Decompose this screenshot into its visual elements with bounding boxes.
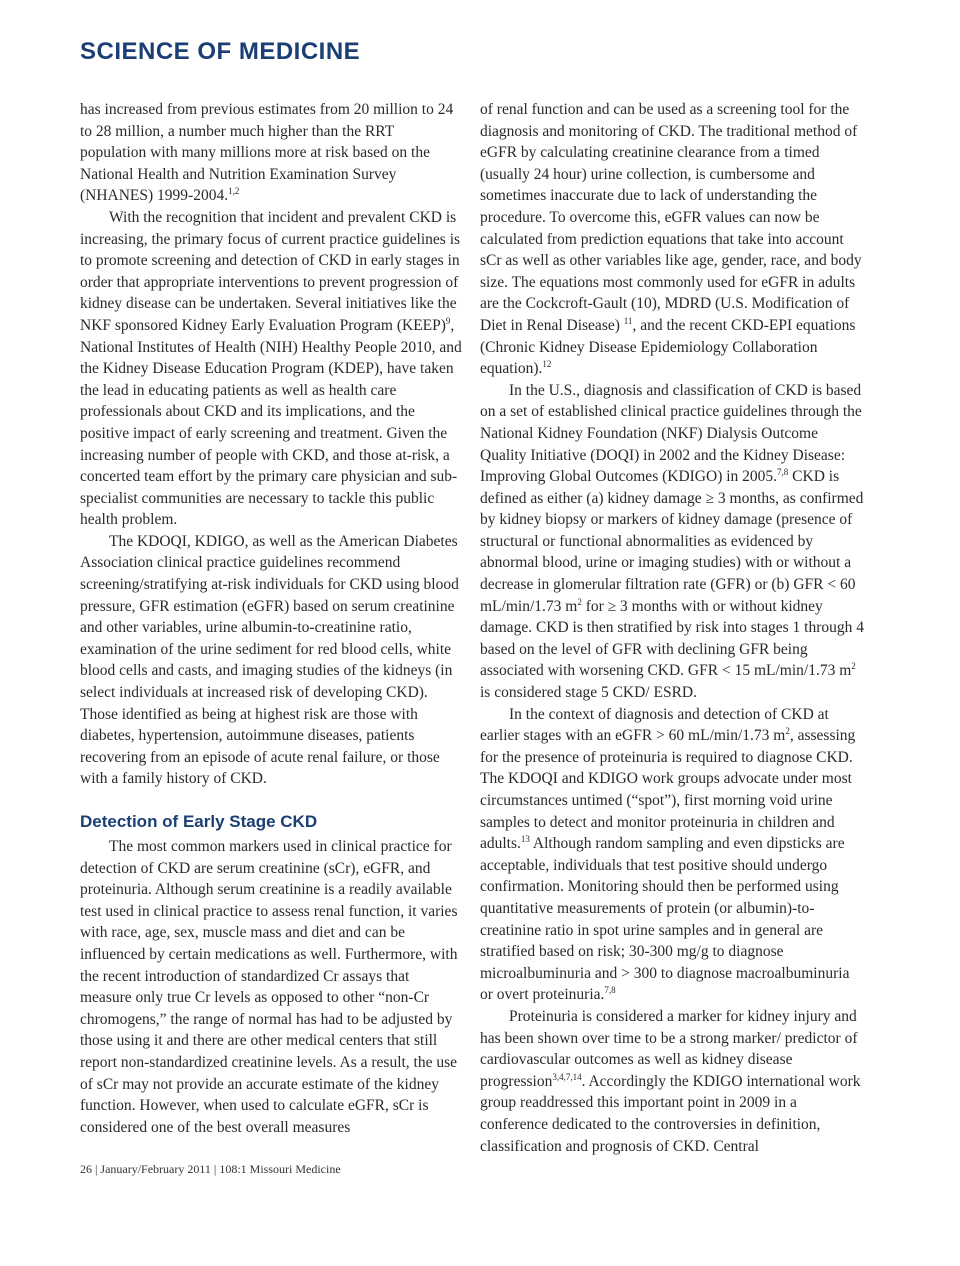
paragraph: Proteinuria is considered a marker for kidney injury and has been shown over time to be a strong marker/ predictor of cardiovascular outcomes as well as kidney disease progression$^{3,4,7,14}$. Accordingly the KDIGO international work group readdressed this important point in 2009 in a conference dedicated to the controversies in definition, classification and prognosis of CKD. Central [480, 1007, 861, 1155]
paragraph: has increased from previous estimates from 20 million to 24 to 28 million, a number much higher than the RRT population with many millions more at risk based on the National Health and Nutrition Examination Survey (NHANES) 1999-2004.$^{1,2}$ [80, 101, 454, 205]
paragraph: With the recognition that incident and prevalent CKD is increasing, the primary focus of current practice guidelines is to promote screening and detection of CKD in early stages in order that appropriate interventions to prevent progression of kidney disease can be undertaken. Several initiatives like the NKF sponsored Kidney Early Evaluation Program (KEEP)$^9$, National Institutes of Health (NIH) Healthy People 2010, and the Kidney Disease Education Program (KDEP), have taken the lead in educating patients as well as health care professionals about CKD and its implications, and the positive impact of early screening and treatment. Given the increasing number of people with CKD, and those at-risk, a concerted team effort by the primary care physician and sub-specialist communities are necessary to tackle this public health problem. [80, 208, 462, 529]
page-footer: 26 | January/February 2011 | 108:1 Missouri Medicine [80, 1162, 341, 1176]
paragraph: The most common markers used in clinical practice for detection of CKD are serum creatinine (sCr), eGFR, and proteinuria. Although serum creatinine is a readily available test used in clinical practice to assess renal function, it varies with race, age, sex, muscle mass and diet and can be influenced by certain medications as well. Furthermore, with the recent introduction of standardized Cr assays that measure only true Cr levels as opposed to other “non-Cr chromogens,” the range of normal has had to be adjusted by those using it and there are other medical centers that still report non-standardized creatinine levels. As a result, the use of sCr may not provide an accurate estimate of the kidney function. However, when used to calculate eGFR, sCr is considered one of the best overall measures [80, 838, 458, 1136]
right-column [480, 99, 864, 1157]
paragraph: of renal function and can be used as a screening tool for the diagnosis and monitoring of CKD. The traditional method of eGFR by calculating creatinine clearance from a timed (usually 24 hour) urine collection, is cumbersome and sometimes inaccurate due to lack of understanding the procedure. To overcome this, eGFR values can now be calculated from prediction equations that take into account sCr as well as other variables like age, gender, race, and body size. The equations most commonly used for eGFR in adults are the Cockcroft-Gault (10), MDRD (U.S. Modification of Diet in Renal Disease) $^{11}$, and the recent CKD-EPI equations (Chronic Kidney Disease Epidemiology Collaboration equation).$^{12}$ [480, 101, 862, 378]
left-column [80, 99, 464, 1138]
paragraph: The KDOQI, KDIGO, as well as the American Diabetes Association clinical practice guidelines recommend screening/stratifying at-risk individuals for CKD using blood pressure, GFR estimation (eGFR) based on serum creatinine and other variables, urine albumin-to-creatinine ratio, examination of the urine sediment for red blood cells, white blood cells and casts, and imaging studies of the kidneys (in select individuals at increased risk of developing CKD). Those identified as being at highest risk are those with diabetes, hypertension, autoimmune diseases, patients recovering from an episode of acute renal failure, or those with a family history of CKD. [80, 532, 459, 788]
paragraph: In the context of diagnosis and detection of CKD at earlier stages with an eGFR > 60 mL/min/1.73 $m^2$, assessing for the presence of proteinuria is required to diagnose CKD. The KDOQI and KDIGO work groups advocate under most circumstances untimed (“spot”), first morning void urine samples to detect and monitor proteinuria in children and adults.$^{13}$ Although random sampling and even dipsticks are acceptable, individuals that test positive should undergo confirmation. Monitoring should then be performed using quantitative measurements of protein (or albumin)-to-creatinine ratio in spot urine samples and in general are stratified based on risk; 30-300 mg/g to diagnose microalbuminuria and > 300 to diagnose macroalbuminuria or overt proteinuria.$^{7,8}$ [480, 705, 856, 1004]
paragraph: In the U.S., diagnosis and classification of CKD is based on a set of established clinical practice guidelines through the National Kidney Foundation (NKF) Dialysis Outcome Quality Initiative (DOQI) in 2002 and the Kidney Disease: Improving Global Outcomes (KDIGO) in 2005.$^{7,8}$ CKD is defined as either (a) kidney damage ≥ 3 months, as confirmed by kidney biopsy or markers of kidney damage (presence of structural or functional abnormalities as evidenced by abnormal blood, urine or imaging studies) with or without a decrease in glomerular filtration rate (GFR) or (b) GFR < 60 mL/min/1.73 $m^2$ for ≥ 3 months with or without kidney damage. CKD is then stratified by risk into stages 1 through 4 based on the level of GFR with declining GFR being associated with worsening CKD. GFR < 15 mL/min/1.73 $m^2$ is considered stage 5 CKD/ ESRD. [480, 381, 864, 702]
section-title: SCIENCE OF MEDICINE [80, 38, 361, 65]
section-subheading: Detection of Early Stage CKD [80, 812, 318, 831]
